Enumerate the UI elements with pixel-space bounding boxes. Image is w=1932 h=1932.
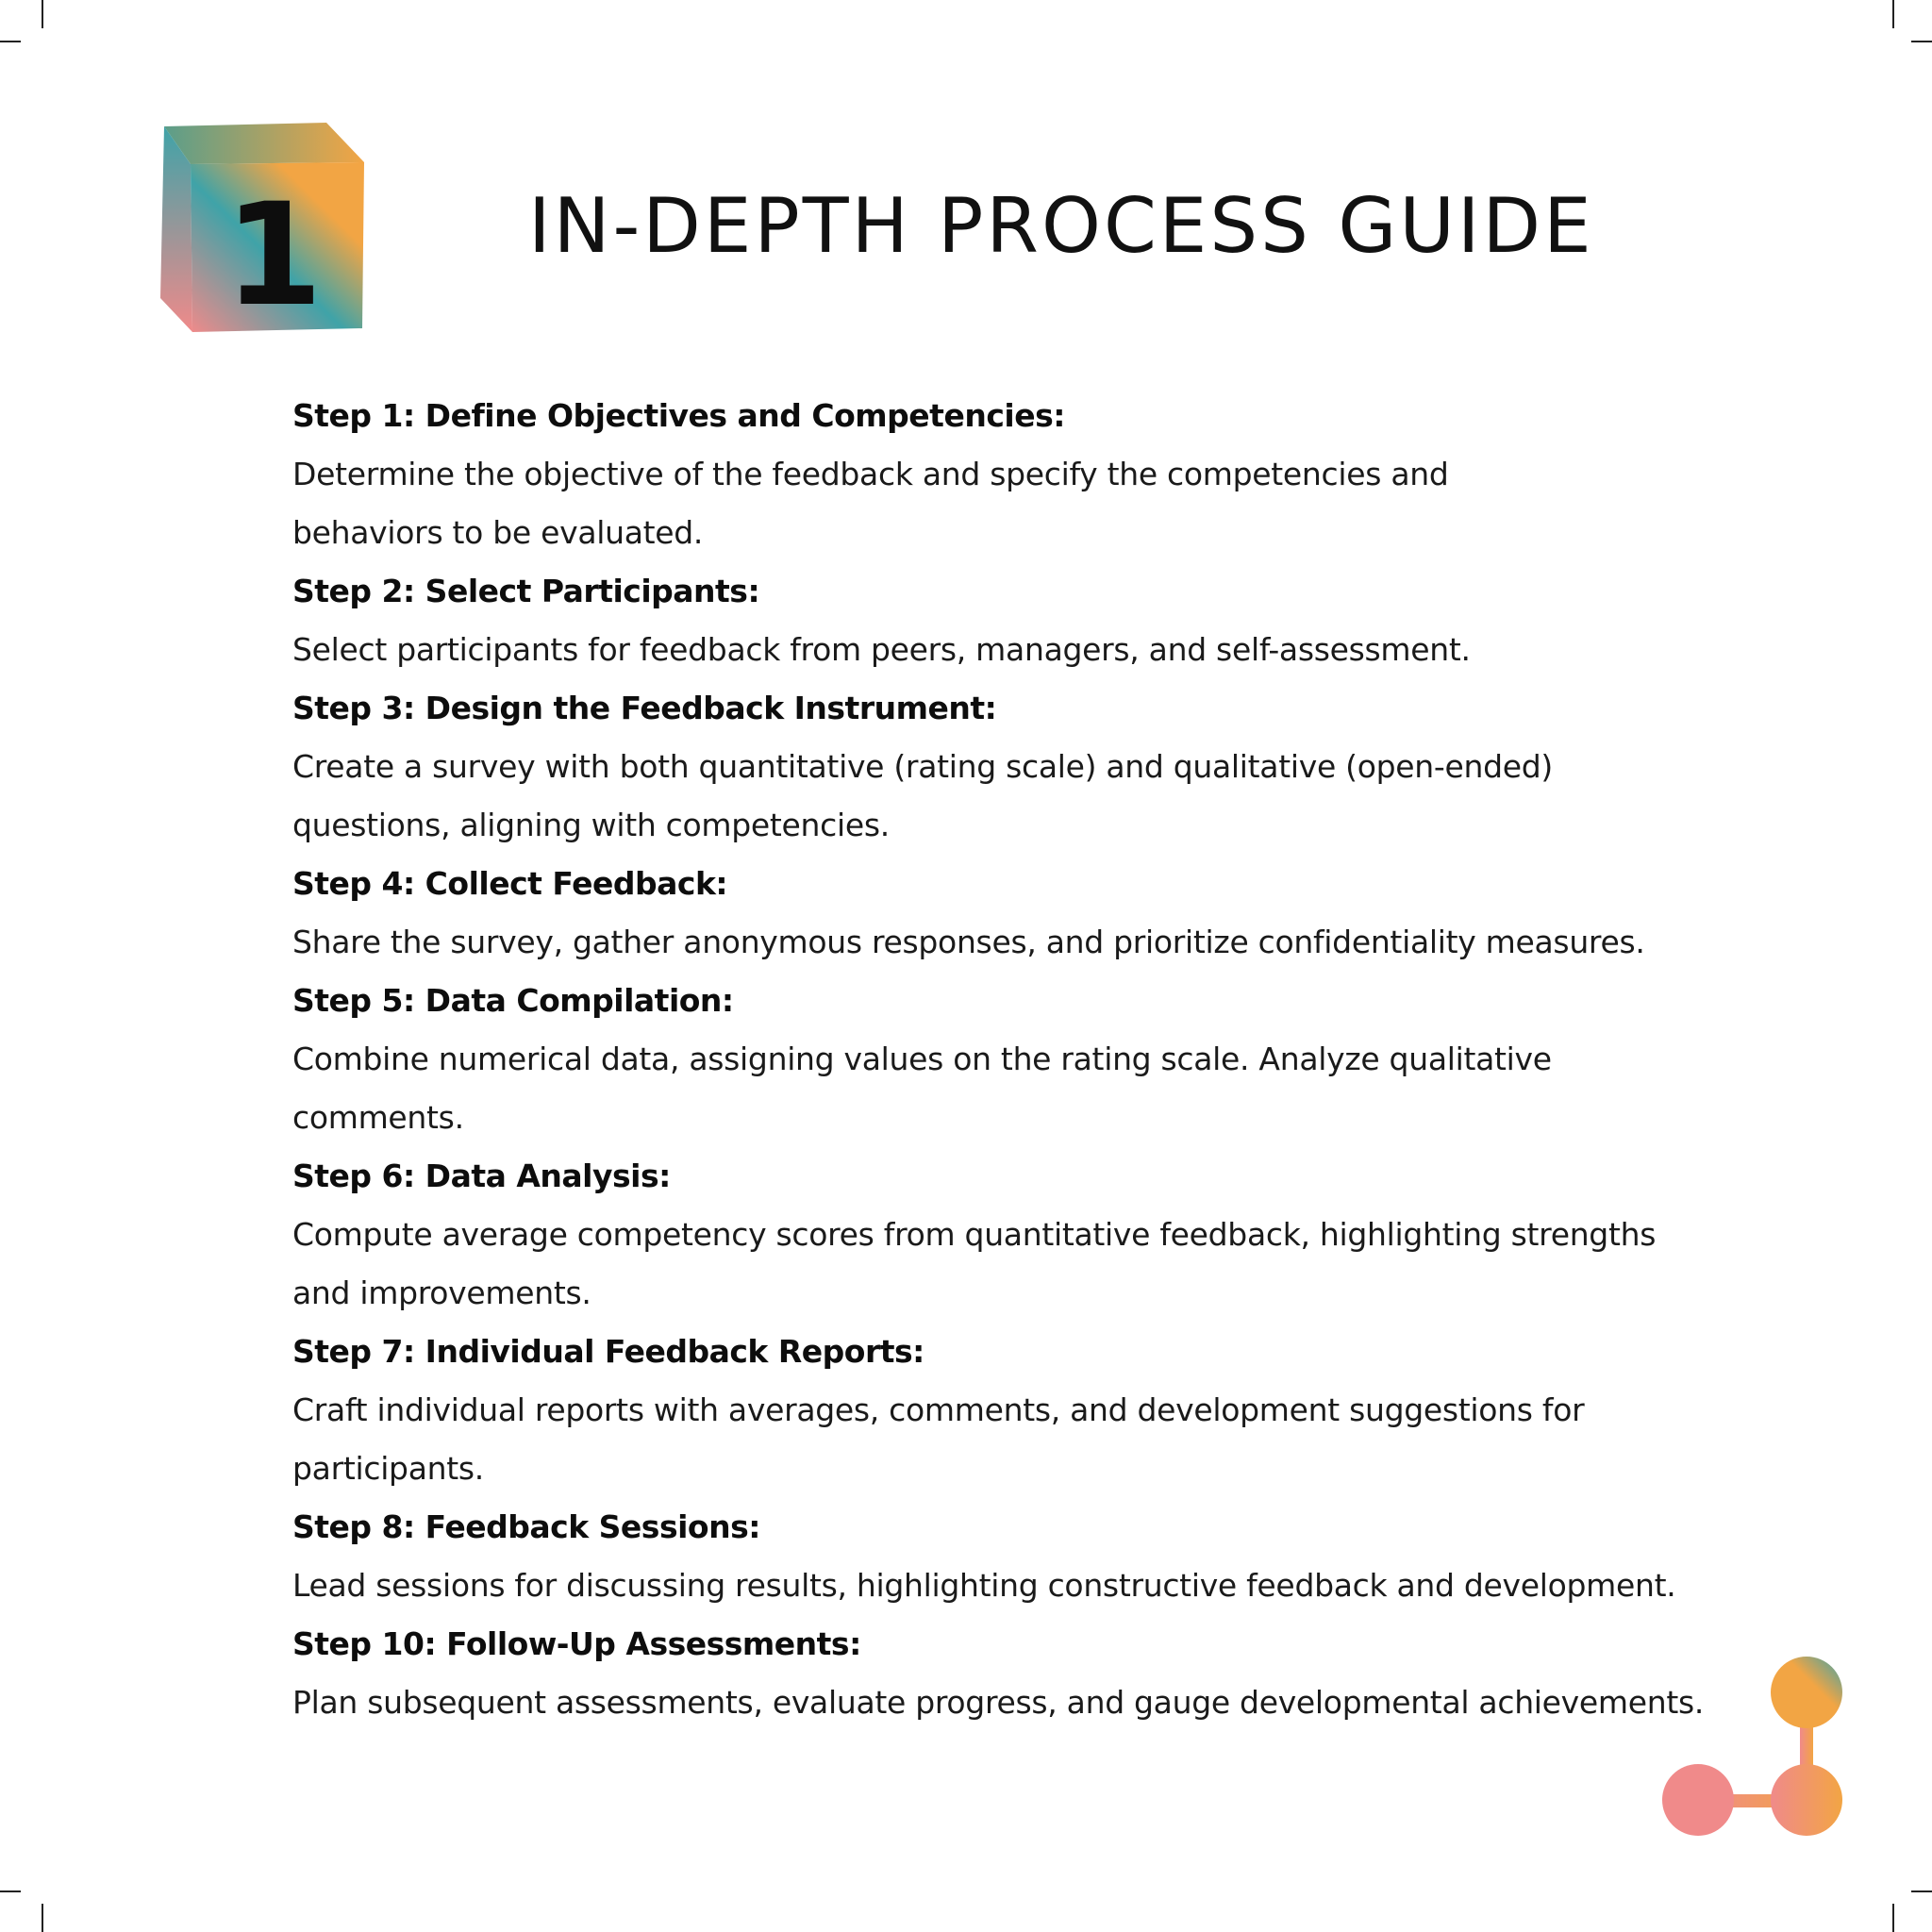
step-item [292,679,1726,855]
step-item [292,855,1726,972]
step-description: Determine the objective of the feedback and specify the competencies and behaviors to be evaluated. [292,456,1449,551]
page-title: IN-DEPTH PROCESS GUIDE [528,182,1594,270]
step-heading: Step 10: Follow-Up Assessments: [292,1625,861,1662]
step-heading: Step 7: Individual Feedback Reports: [292,1333,924,1370]
crop-mark [1892,0,1894,28]
step-heading: Step 4: Collect Feedback: [292,865,728,902]
crop-mark [1911,1890,1932,1892]
number-cube-icon [158,119,368,334]
step-description: Lead sessions for discussing results, highlighting constructive feedback and development. [292,1567,1676,1604]
step-description: Create a survey with both quantitative (rating scale) and qualitative (open-ended) questions, aligning with competencies. [292,748,1553,843]
steps-list [292,387,1726,1732]
crop-mark [0,1890,21,1892]
step-description: Craft individual reports with averages, comments, and development suggestions for participants. [292,1391,1585,1487]
crop-mark [42,0,43,28]
step-description: Compute average competency scores from quantitative feedback, highlighting strengths and improvements. [292,1216,1657,1311]
molecule-icon [1657,1657,1845,1845]
step-description: Select participants for feedback from peers, managers, and self-assessment. [292,631,1471,668]
step-item [292,1147,1726,1323]
step-heading: Step 1: Define Objectives and Competencies: [292,397,1065,434]
step-heading: Step 2: Select Participants: [292,573,760,609]
step-heading: Step 8: Feedback Sessions: [292,1508,760,1545]
step-item [292,972,1726,1147]
step-description: Combine numerical data, assigning values on the rating scale. Analyze qualitative comments. [292,1041,1552,1136]
step-item [292,1323,1726,1498]
step-heading: Step 3: Design the Feedback Instrument: [292,690,997,726]
crop-mark [1892,1904,1894,1932]
crop-mark [0,41,21,42]
step-item [292,562,1726,679]
step-item [292,1498,1726,1615]
badge-number: 1 [224,174,324,334]
crop-mark [42,1904,43,1932]
crop-mark [1911,41,1932,42]
step-item [292,1615,1726,1732]
step-description: Plan subsequent assessments, evaluate progress, and gauge developmental achievements. [292,1684,1705,1721]
step-heading: Step 5: Data Compilation: [292,982,734,1019]
step-description: Share the survey, gather anonymous responses, and prioritize confidentiality measures. [292,924,1645,960]
step-item [292,387,1726,562]
step-heading: Step 6: Data Analysis: [292,1158,671,1194]
